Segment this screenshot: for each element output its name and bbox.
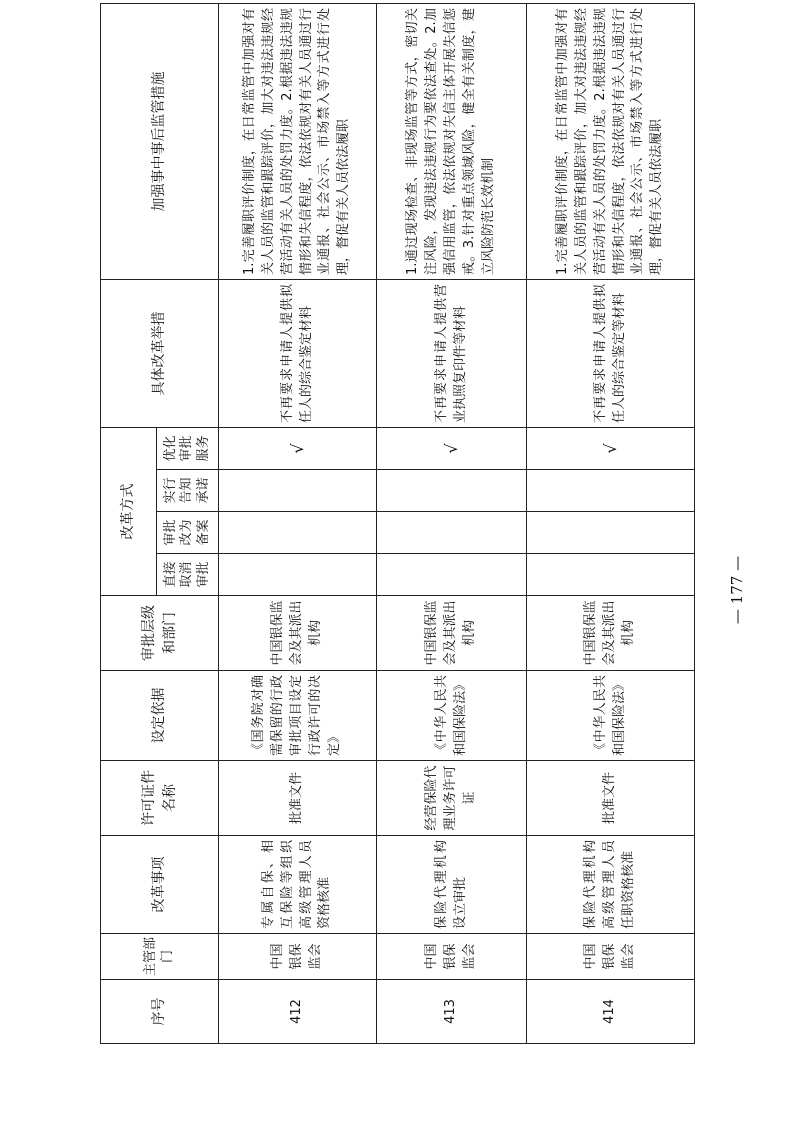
cell-mode-commit bbox=[527, 470, 695, 512]
cell-seq: 413 bbox=[377, 980, 527, 1044]
header-mode: 改革方式 bbox=[101, 428, 157, 596]
header-supervision: 加强事中事后监管措施 bbox=[101, 4, 219, 280]
cell-license: 经营保险代理业务许可证 bbox=[377, 761, 527, 836]
header-dept: 主管部门 bbox=[101, 934, 219, 980]
cell-specific: 不再要求申请人提供拟任人的综合鉴定材料 bbox=[219, 280, 377, 428]
cell-mode-commit bbox=[219, 470, 377, 512]
cell-mode-filing bbox=[377, 512, 527, 554]
cell-item: 保险代理机构高级管理人员任职资格核准 bbox=[527, 836, 695, 934]
header-level: 审批层级和部门 bbox=[101, 596, 219, 671]
cell-item: 专属自保、相互保险等组织高级管理人员资格核准 bbox=[219, 836, 377, 934]
cell-seq: 414 bbox=[527, 980, 695, 1044]
cell-level: 中国银保监会及其派出机构 bbox=[377, 596, 527, 671]
cell-supervision: 1.完善履职评价制度，在日常监管中加强对有关人员的监管和跟踪评价，加大对违法违规经营活动有关人员的处罚力度。2.根据违法违规情形和失信程度，依法依规对有关人员通过行业通报、社会公示、市场禁入等方式进行处理，督促有关人员依法履职 bbox=[527, 4, 695, 280]
cell-mode-filing bbox=[219, 512, 377, 554]
cell-basis: 《中华人民共和国保险法》 bbox=[377, 671, 527, 761]
cell-level: 中国银保监会及其派出机构 bbox=[219, 596, 377, 671]
cell-dept: 中国银保监会 bbox=[377, 934, 527, 980]
cell-mode-commit bbox=[377, 470, 527, 512]
cell-license: 批准文件 bbox=[219, 761, 377, 836]
header-mode-cancel: 直接取消审批 bbox=[157, 554, 219, 596]
header-license: 许可证件名称 bbox=[101, 761, 219, 836]
cell-dept: 中国银保监会 bbox=[527, 934, 695, 980]
cell-basis: 《中华人民共和国保险法》 bbox=[527, 671, 695, 761]
cell-level: 中国银保监会及其派出机构 bbox=[527, 596, 695, 671]
header-item: 改革事项 bbox=[101, 836, 219, 934]
header-mode-filing: 审批改为备案 bbox=[157, 512, 219, 554]
table-row bbox=[219, 4, 377, 1044]
check-mark: √ bbox=[219, 428, 377, 470]
cell-specific: 不再要求申请人提供营业执照复印件等材料 bbox=[377, 280, 527, 428]
cell-specific: 不再要求申请人提供拟任人的综合鉴定等材料 bbox=[527, 280, 695, 428]
cell-mode-cancel bbox=[527, 554, 695, 596]
table-row bbox=[527, 4, 695, 1044]
page-number-text: — 177 — bbox=[728, 555, 747, 625]
cell-mode-filing bbox=[527, 512, 695, 554]
cell-item: 保险代理机构设立审批 bbox=[377, 836, 527, 934]
header-seq: 序号 bbox=[101, 980, 219, 1044]
cell-seq: 412 bbox=[219, 980, 377, 1044]
cell-mode-cancel bbox=[219, 554, 377, 596]
cell-license: 批准文件 bbox=[527, 761, 695, 836]
reform-table bbox=[100, 3, 695, 1044]
check-mark: √ bbox=[527, 428, 695, 470]
cell-supervision: 1.通过现场检查、非现场监管等方式，密切关注风险，发现违法违规行为要依法查处。2.加强信用监管，依法依规对失信主体开展失信惩戒。3.针对重点领域风险，健全有关制度，建立风险防范长效机制 bbox=[377, 4, 527, 280]
header-specific: 具体改革举措 bbox=[101, 280, 219, 428]
check-mark: √ bbox=[377, 428, 527, 470]
page-number bbox=[724, 555, 750, 625]
cell-mode-cancel bbox=[377, 554, 527, 596]
cell-dept: 中国银保监会 bbox=[219, 934, 377, 980]
header-basis: 设定依据 bbox=[101, 671, 219, 761]
cell-basis: 《国务院对确需保留的行政审批项目设定行政许可的决定》 bbox=[219, 671, 377, 761]
header-mode-commit: 实行告知承诺 bbox=[157, 470, 219, 512]
header-mode-optimize: 优化审批服务 bbox=[157, 428, 219, 470]
rotated-table-page bbox=[100, 8, 694, 1044]
table-row bbox=[377, 4, 527, 1044]
cell-supervision: 1.完善履职评价制度，在日常监管中加强对有关人员的监管和跟踪评价，加大对违法违规经营活动有关人员的处罚力度。2.根据违法违规情形和失信程度，依法依规对有关人员通过行业通报、社会公示、市场禁入等方式进行处理，督促有关人员依法履职 bbox=[219, 4, 377, 280]
